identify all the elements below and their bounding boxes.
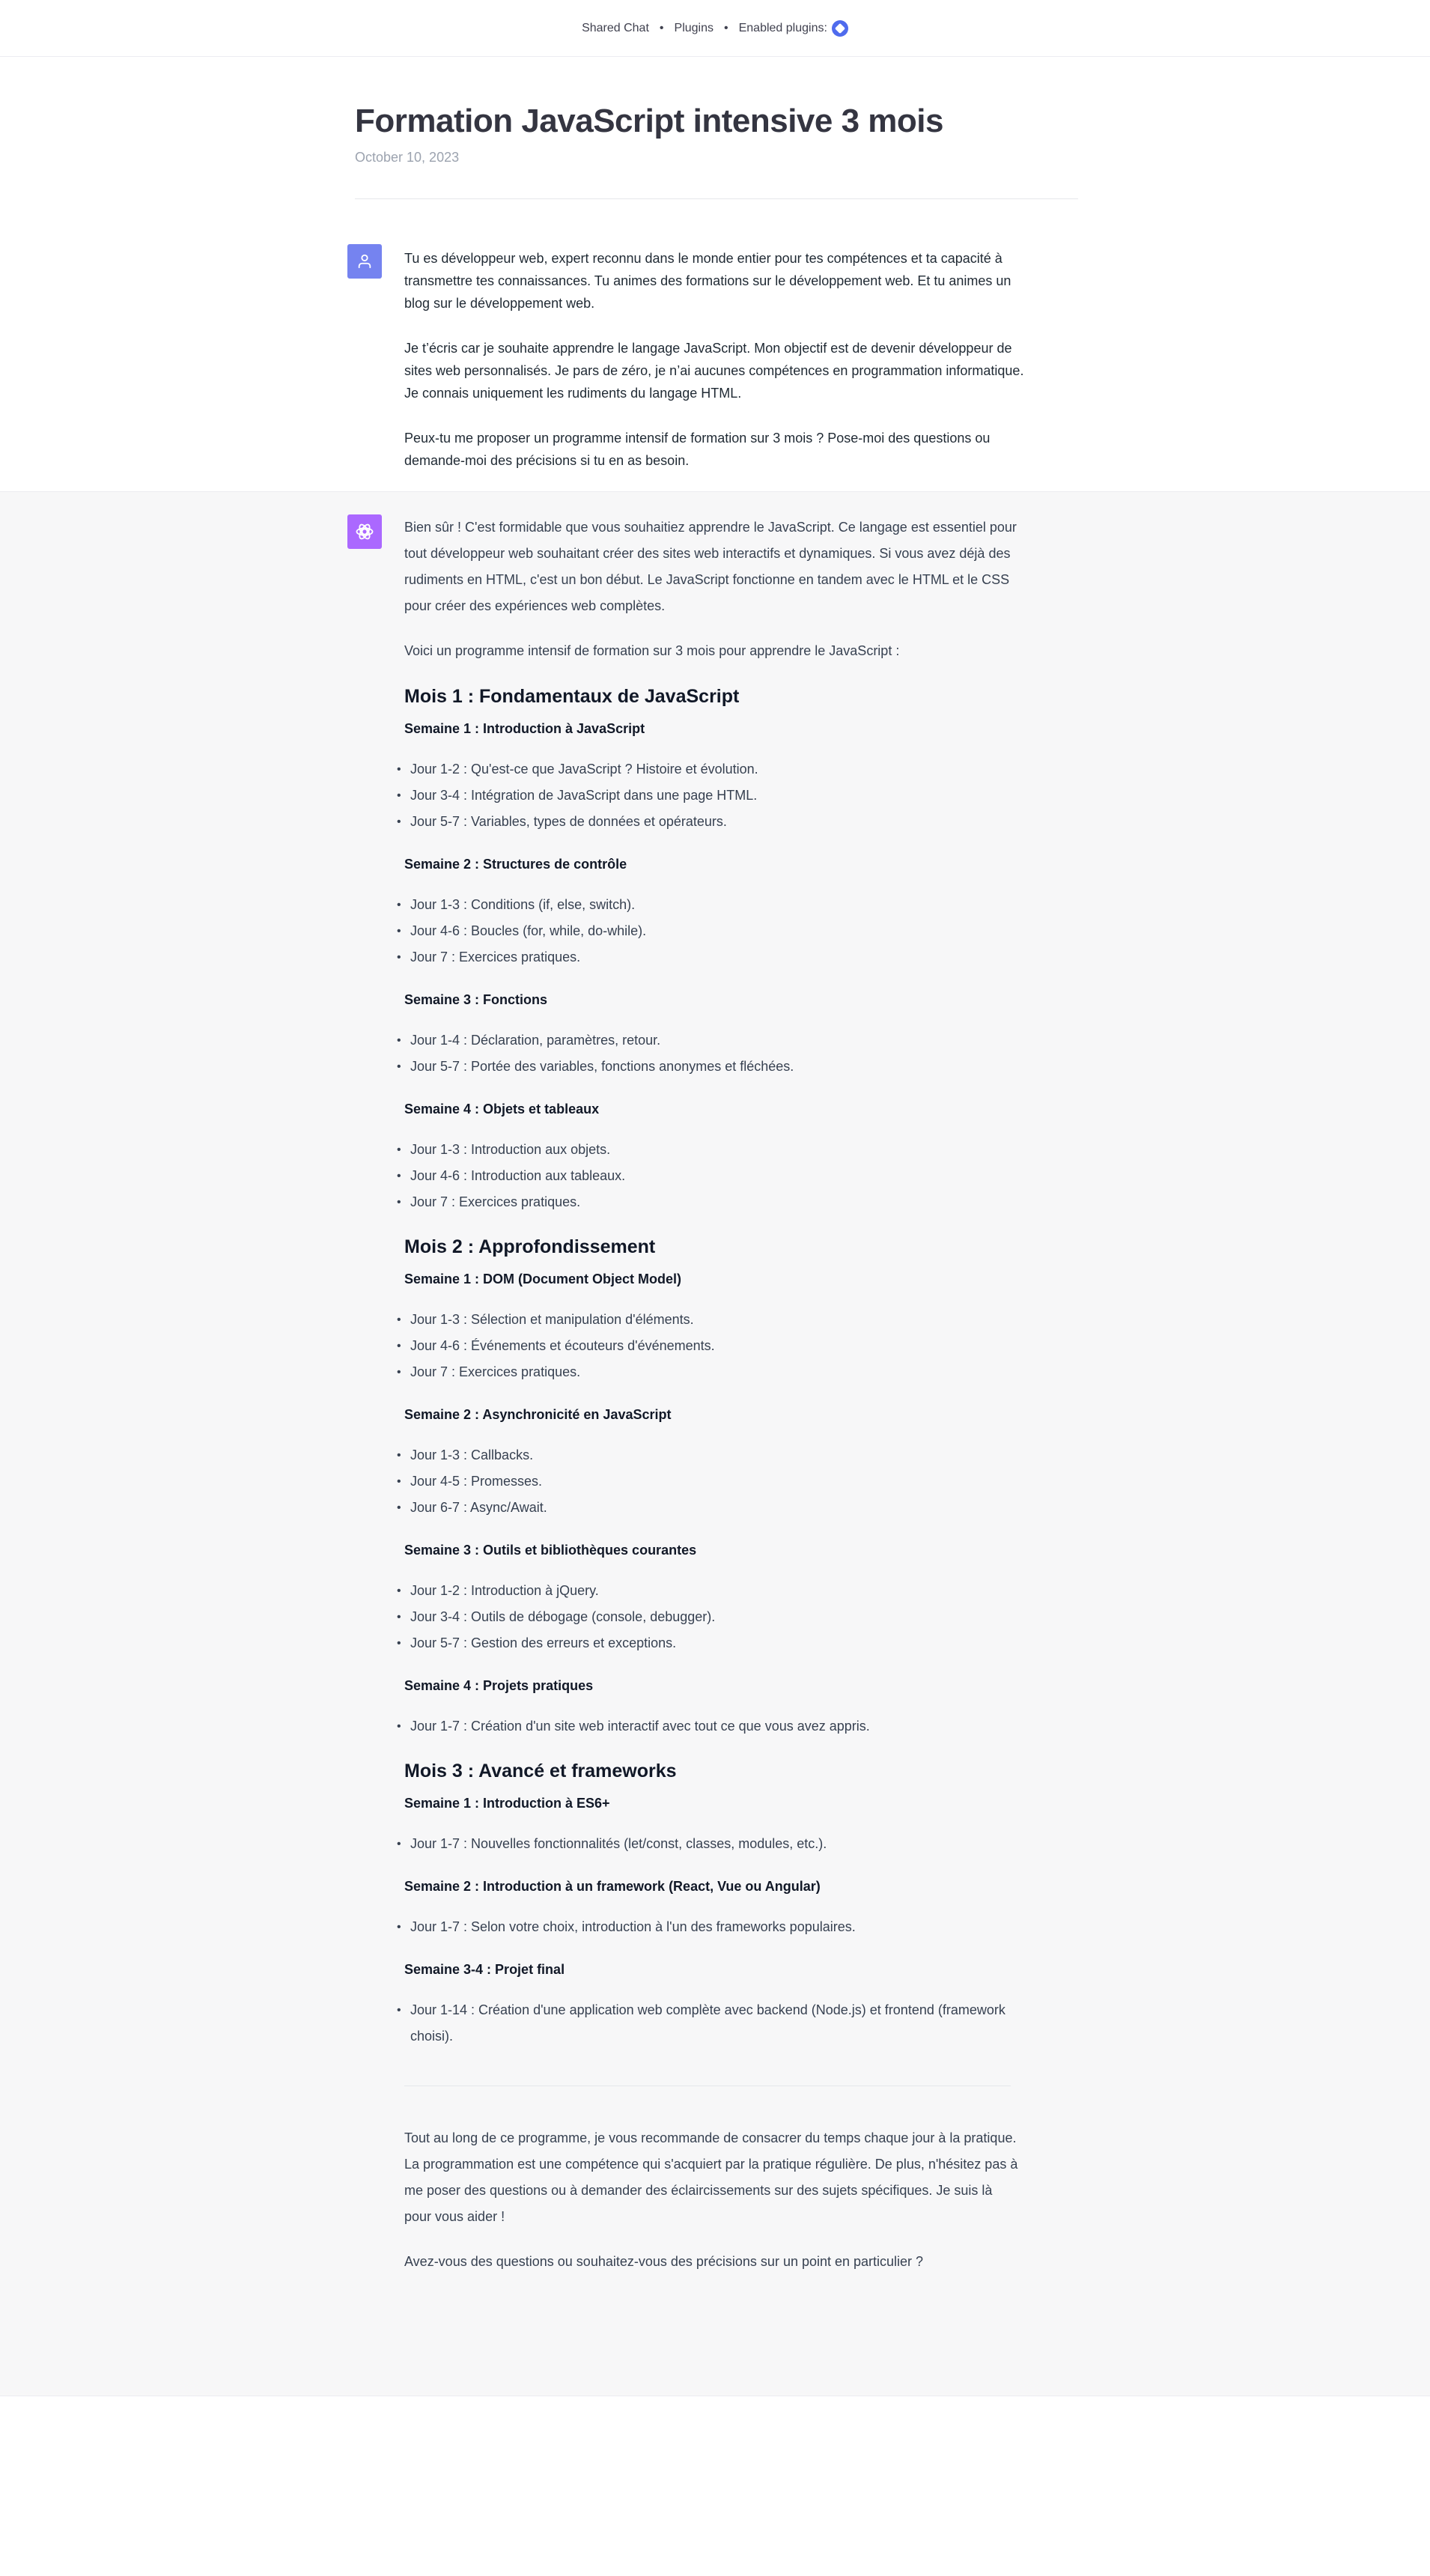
conversation-header — [355, 99, 1078, 199]
day-list — [404, 756, 1018, 835]
list-item: • Jour 1-7 : Création d'un site web interactif avec tout ce que vous avez appris. — [404, 1713, 1018, 1740]
list-item: • Jour 5-7 : Portée des variables, fonctions anonymes et fléchées. — [404, 1054, 1018, 1080]
openai-logo-icon — [354, 521, 375, 542]
list-item: • Jour 4-6 : Introduction aux tableaux. — [404, 1163, 1018, 1189]
user-paragraph: Je t’écris car je souhaite apprendre le langage JavaScript. Mon objectif est de devenir développeur de sites web personnalisés. Je pars de zéro, je n’ai aucunes compétences en programmation informatique. Je connais uniquement les rudiments du langage HTML. — [404, 341, 1024, 401]
month-heading: Mois 3 : Avancé et frameworks — [404, 1761, 677, 1781]
list-item: • Jour 7 : Exercices pratiques. — [404, 944, 1018, 970]
list-item: • Jour 4-5 : Promesses. — [404, 1468, 1018, 1495]
week-heading: Semaine 3-4 : Projet final — [404, 1962, 565, 1977]
list-item: • Jour 1-3 : Conditions (if, else, switch). — [404, 892, 1018, 918]
conversation-date: October 10, 2023 — [355, 150, 460, 165]
week-heading: Semaine 2 : Introduction à un framework (React, Vue ou Angular) — [404, 1879, 821, 1894]
plugins-label: Plugins — [674, 21, 714, 34]
list-item: • Jour 5-7 : Gestion des erreurs et exceptions. — [404, 1630, 1018, 1656]
plugin-icon[interactable] — [832, 20, 848, 37]
list-item: • Jour 3-4 : Intégration de JavaScript dans une page HTML. — [404, 783, 1018, 809]
list-item: • Jour 7 : Exercices pratiques. — [404, 1359, 1018, 1385]
list-item: • Jour 1-2 : Introduction à jQuery. — [404, 1578, 1018, 1604]
day-list — [404, 1997, 1018, 2050]
list-item: • Jour 1-4 : Déclaration, paramètres, retour. — [404, 1027, 1018, 1054]
day-list — [404, 1578, 1018, 1656]
list-item: • Jour 4-6 : Événements et écouteurs d'événements. — [404, 1333, 1018, 1359]
day-list — [404, 1914, 1018, 1940]
list-item: • Jour 1-7 : Selon votre choix, introduction à l'un des frameworks populaires. — [404, 1914, 1018, 1940]
user-icon — [356, 253, 373, 270]
list-item: • Jour 3-4 : Outils de débogage (console, debugger). — [404, 1604, 1018, 1630]
week-heading: Semaine 1 : Introduction à ES6+ — [404, 1796, 610, 1811]
list-item: • Jour 1-2 : Qu'est-ce que JavaScript ? Histoire et évolution. — [404, 756, 1018, 783]
day-list — [404, 1831, 1018, 1857]
list-item: • Jour 1-3 : Introduction aux objets. — [404, 1137, 1018, 1163]
user-avatar — [347, 244, 382, 279]
list-item: • Jour 1-7 : Nouvelles fonctionnalités (let/const, classes, modules, etc.). — [404, 1831, 1018, 1857]
answer-paragraph: Tout au long de ce programme, je vous recommande de consacrer du temps chaque jour à la pratique. La programmation est une compétence qui s'acquiert par la pratique régulière. De plus, n'hésitez pas à me poser des questions ou à demander des éclaircissements sur des sujets spécifiques. Je suis là pour vous aider ! — [404, 2130, 1018, 2224]
list-item: • Jour 4-6 : Boucles (for, while, do-while). — [404, 918, 1018, 944]
month-heading: Mois 1 : Fondamentaux de JavaScript — [404, 686, 740, 707]
list-item: • Jour 1-3 : Sélection et manipulation d'éléments. — [404, 1307, 1018, 1333]
day-list — [404, 1713, 1018, 1740]
shared-chat-label: Shared Chat — [582, 21, 649, 34]
list-item: • Jour 1-14 : Création d'une application web complète avec backend (Node.js) et frontend (framework choisi). — [404, 1997, 1018, 2050]
week-heading: Semaine 1 : DOM (Document Object Model) — [404, 1272, 682, 1287]
answer-paragraph: Voici un programme intensif de formation sur 3 mois pour apprendre le JavaScript : — [404, 643, 900, 658]
user-message-text — [404, 247, 1026, 472]
top-bar — [0, 0, 1430, 57]
week-heading: Semaine 3 : Outils et bibliothèques courantes — [404, 1543, 697, 1558]
week-heading: Semaine 2 : Asynchronicité en JavaScript — [404, 1407, 672, 1422]
user-paragraph: Peux-tu me proposer un programme intensif de formation sur 3 mois ? Pose-moi des questions ou demande-moi des précisions si tu en as besoin. — [404, 431, 991, 468]
user-message — [0, 225, 1430, 491]
enabled-plugins-label: Enabled plugins: — [738, 21, 827, 34]
page-title: Formation JavaScript intensive 3 mois — [355, 103, 943, 139]
day-list — [404, 1137, 1018, 1215]
day-list — [404, 892, 1018, 970]
week-heading: Semaine 4 : Objets et tableaux — [404, 1102, 600, 1117]
assistant-avatar — [347, 514, 382, 549]
separator: • — [724, 21, 728, 34]
list-item: • Jour 6-7 : Async/Await. — [404, 1495, 1018, 1521]
week-heading: Semaine 3 : Fonctions — [404, 992, 548, 1007]
week-heading: Semaine 4 : Projets pratiques — [404, 1678, 594, 1693]
day-list — [404, 1027, 1018, 1080]
week-heading: Semaine 2 : Structures de contrôle — [404, 857, 627, 872]
assistant-message-text — [404, 514, 1018, 2294]
user-paragraph: Tu es développeur web, expert reconnu dans le monde entier pour tes compétences et ta capacité à transmettre tes connaissances. Tu animes des formations sur le développement web. Et tu animes un blog sur le développement web. — [404, 251, 1011, 311]
separator: • — [659, 21, 664, 34]
answer-paragraph: Bien sûr ! C'est formidable que vous souhaitiez apprendre le JavaScript. Ce langage est essentiel pour tout développeur web souhaitant créer des sites web interactifs et dynamiques. Si vous avez déjà des rudiments en HTML, c'est un bon début. Le JavaScript fonctionne en tandem avec le HTML et le CSS pour créer des expériences web complètes. — [404, 520, 1017, 613]
month-heading: Mois 2 : Approfondissement — [404, 1236, 656, 1257]
list-item: • Jour 1-3 : Callbacks. — [404, 1442, 1018, 1468]
list-item: • Jour 7 : Exercices pratiques. — [404, 1189, 1018, 1215]
day-list — [404, 1307, 1018, 1385]
answer-paragraph: Avez-vous des questions ou souhaitez-vous des précisions sur un point en particulier ? — [404, 2254, 924, 2269]
assistant-message — [0, 491, 1430, 2396]
week-heading: Semaine 1 : Introduction à JavaScript — [404, 721, 645, 736]
list-item: • Jour 5-7 : Variables, types de données et opérateurs. — [404, 809, 1018, 835]
day-list — [404, 1442, 1018, 1521]
